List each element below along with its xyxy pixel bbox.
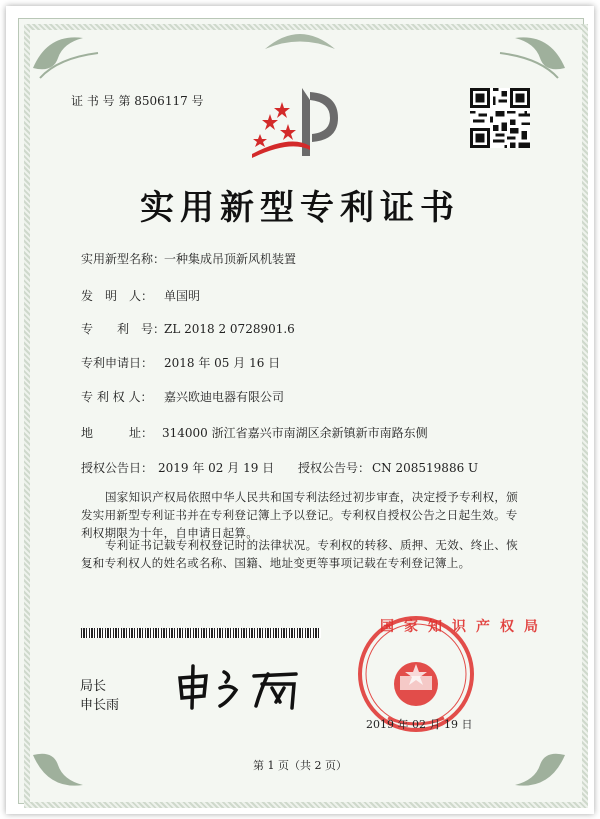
ornament-top-right-icon — [490, 28, 570, 88]
statement-paragraph-2: 专利证书记载专利权登记时的法律状况。专利权的转移、质押、无效、终止、恢复和专利权人的姓名或名称、国籍、地址变更等事项记载在专利登记簿上。 — [81, 538, 518, 570]
director-name: 申长雨 — [80, 698, 120, 713]
certificate-number-label: 证 书 号 第 — [71, 94, 131, 108]
field-patent-number-label: 专 利 号： — [81, 322, 166, 336]
grant-date-label: 授权公告日： — [81, 461, 154, 475]
grant-number-label: 授权公告号： — [298, 461, 371, 475]
field-patentee-label: 专 利 权 人： — [81, 390, 153, 404]
field-inventor-label: 发 明 人： — [81, 289, 154, 303]
qr-code-icon — [470, 88, 530, 148]
field-inventor-value: 单国明 — [164, 289, 201, 303]
field-application-date-value: 2018 年 05 月 16 日 — [164, 356, 281, 370]
ornament-top-left-icon — [28, 28, 108, 88]
field-name-label: 实用新型名称： — [81, 252, 166, 266]
signature-icon — [176, 662, 306, 712]
certificate-number — [71, 94, 204, 108]
certificate-number-value: 8506117 号 — [134, 94, 204, 108]
grant-date-value: 2019 年 02 月 19 日 — [158, 461, 275, 475]
page-footer: 第 1 页（共 2 页） — [253, 759, 347, 772]
seal-text: 国家知识产权局 — [380, 619, 548, 635]
field-address-label: 地 址： — [81, 426, 154, 440]
field-patent-number-value: ZL 2018 2 0728901.6 — [164, 322, 295, 336]
barcode-icon — [81, 628, 321, 638]
grant-number-value: CN 208519886 U — [372, 461, 479, 475]
certificate-title: 实用新型专利证书 — [140, 188, 460, 228]
ornament-top-center-icon — [260, 24, 340, 54]
patent-office-logo-icon — [250, 84, 350, 160]
director-title: 局长 — [80, 679, 107, 694]
field-address-value: 314000 浙江省嘉兴市南湖区余新镇新市南路东侧 — [162, 426, 428, 440]
seal-date: 2019 年 02 月 19 日 — [366, 718, 473, 731]
field-application-date-label: 专利申请日： — [81, 356, 154, 370]
field-patentee-value: 嘉兴欧迪电器有限公司 — [164, 390, 285, 404]
statement-paragraph-1: 国家知识产权局依照中华人民共和国专利法经过初步审查，决定授予专利权，颁发实用新型专利证书并在专利登记簿上予以登记。专利权自授权公告之日起生效。专利权期限为十年，自申请日起算。 — [81, 490, 518, 540]
field-name-value: 一种集成吊顶新风机装置 — [164, 252, 297, 266]
